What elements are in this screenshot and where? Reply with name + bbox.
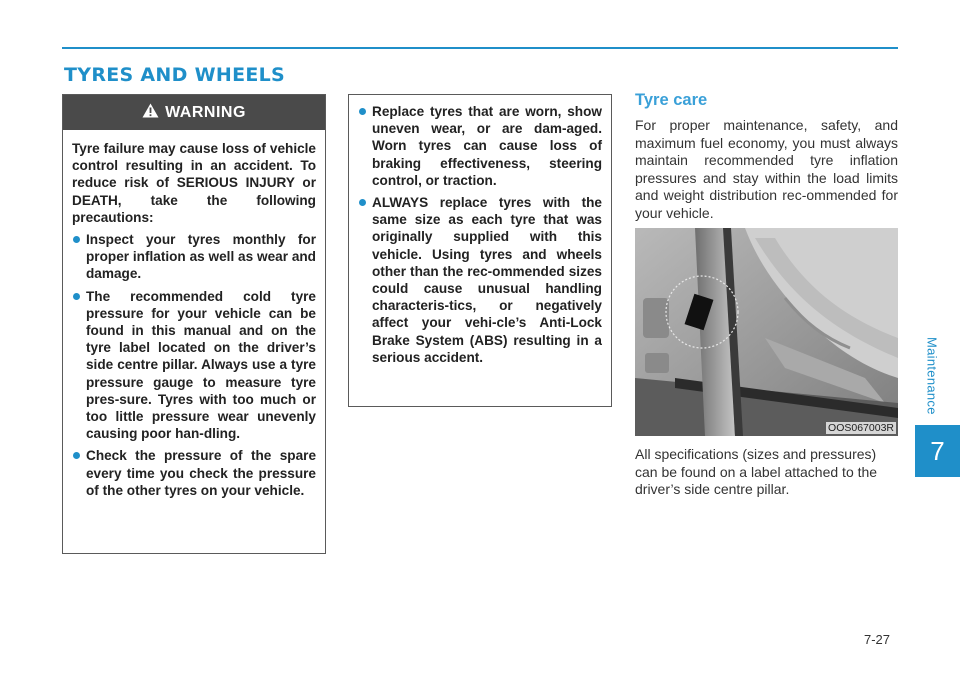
tyre-label-photo bbox=[635, 228, 898, 436]
warning-box bbox=[62, 94, 326, 554]
warning-intro: Tyre failure may cause loss of vehicle control resulting in an accident. To reduce risk of SERIOUS INJURY or DEATH, take the following precautions: bbox=[72, 141, 316, 225]
warning-list bbox=[72, 231, 316, 499]
warning-item: Inspect your tyres monthly for proper inflation as well as wear and damage. bbox=[72, 231, 316, 283]
warning-item: Replace tyres that are worn, show uneven wear, or are dam-aged. Worn tyres can cause loss of braking effectiveness, steering control, or traction. bbox=[358, 103, 602, 189]
warning-triangle-icon bbox=[142, 103, 159, 123]
warning-continued-body bbox=[349, 95, 611, 366]
tyre-care-paragraph: For proper maintenance, safety, and maximum fuel economy, you must always maintain recommended tyre inflation pressures and stay within the load limits and weight distribution rec-ommended for your vehicle. bbox=[635, 117, 898, 221]
warning-item: Check the pressure of the spare every time you check the pressure of the other tyres on your vehicle. bbox=[72, 447, 316, 499]
chapter-tab: 7 bbox=[915, 425, 960, 477]
warning-item: ALWAYS replace tyres with the same size as each tyre that was originally supplied with this vehicle. Using tyres and wheels other than the rec-ommended sizes could cause unusual handling characteris-tics, or negatively affect your vehi-cle’s Anti-Lock Brake System (ABS) resulting in a serious accident. bbox=[358, 194, 602, 366]
tyre-label-paragraph: All specifications (sizes and pressures) can be found on a label attached to the driver’s side centre pillar. bbox=[635, 446, 878, 498]
side-tab-label: Maintenance bbox=[924, 337, 940, 415]
warning-continued-list bbox=[358, 103, 602, 366]
warning-body bbox=[63, 130, 325, 499]
warning-title: WARNING bbox=[165, 103, 246, 121]
warning-continued-box bbox=[348, 94, 612, 407]
page-number: 7-27 bbox=[864, 632, 891, 647]
section-title: TYRES AND WHEELS bbox=[64, 64, 286, 86]
tyre-care-title: Tyre care bbox=[635, 91, 708, 109]
warning-header bbox=[63, 95, 325, 130]
warning-item: The recommended cold tyre pressure for your vehicle can be found in this manual and on the tyre label located on the driver’s side centre pillar. Always use a tyre pressure gauge to measure tyre pres-sure. Tyres with too much or too little pressure wear unevenly causing poor han-dling. bbox=[72, 288, 316, 443]
top-rule bbox=[62, 47, 898, 49]
photo-code: OOS067003R bbox=[828, 422, 894, 434]
